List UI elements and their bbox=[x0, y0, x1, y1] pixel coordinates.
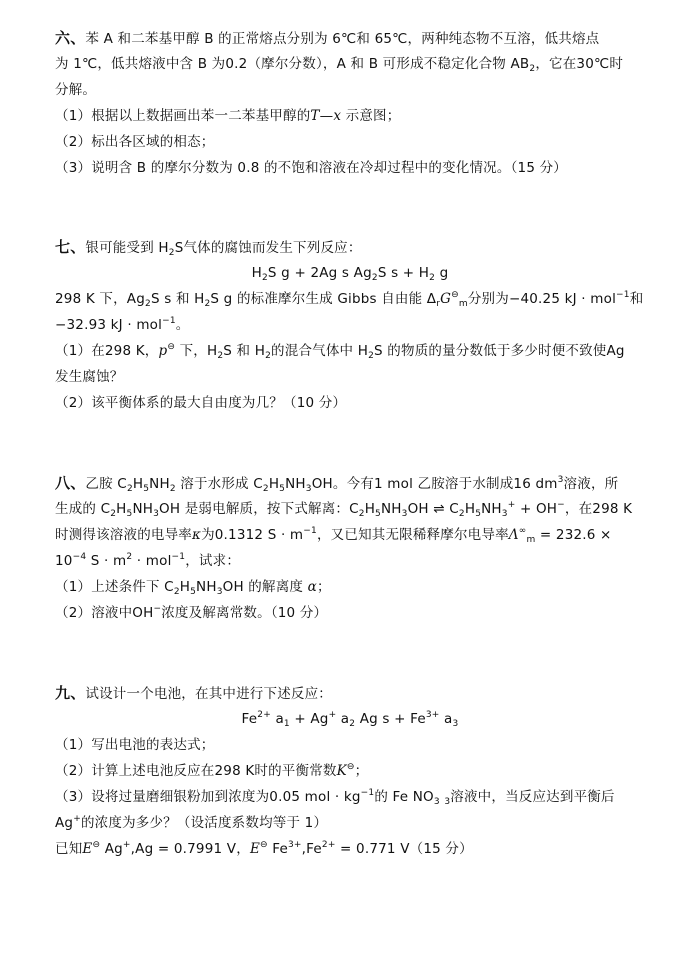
subscript: 2 bbox=[358, 509, 365, 519]
text-run: （3）说明含 B 的摩尔分数为 0.8 的不饱和溶液在冷却过程中的变化情况。（15 分） bbox=[55, 160, 568, 176]
superscript: ∞ bbox=[518, 526, 527, 536]
question-text-line bbox=[55, 315, 189, 335]
text-run: ,Fe bbox=[301, 841, 322, 857]
text-run: S g + 2Ag s Ag bbox=[267, 265, 372, 281]
text-run: 下，H bbox=[175, 343, 218, 359]
superscript: + bbox=[507, 500, 516, 510]
superscript: −1 bbox=[171, 552, 186, 562]
text-run: S s 和 H bbox=[150, 291, 205, 307]
text-run: a bbox=[439, 711, 453, 727]
question-number: 九、 bbox=[55, 684, 86, 702]
text-run: H bbox=[364, 501, 376, 517]
text-run: 的 Fe NO bbox=[374, 789, 434, 805]
question-number: 八、 bbox=[55, 474, 86, 492]
superscript: ⊖ bbox=[92, 840, 101, 850]
subscript: 3 bbox=[216, 587, 223, 597]
question-text-line bbox=[55, 367, 124, 387]
question-text-line bbox=[55, 393, 346, 413]
text-run: S · m bbox=[86, 553, 127, 569]
subscript: 2 bbox=[529, 64, 536, 74]
text-run: = 232.6 × bbox=[535, 527, 612, 543]
text-run: （2）标出各区域的相态； bbox=[55, 134, 215, 150]
superscript: 3 bbox=[557, 475, 564, 485]
superscript: ⊖ bbox=[167, 342, 176, 352]
text-run: 分别为−40.25 kJ · mol bbox=[467, 291, 617, 307]
question-text-line bbox=[55, 80, 96, 100]
math-symbol: K bbox=[336, 763, 347, 779]
text-run: OH。今有1 mol 乙胺溶于水制成16 dm bbox=[311, 476, 558, 492]
text-run: （1）根据以上数据画出苯一二苯基甲醇的 bbox=[55, 108, 311, 124]
text-run: NH bbox=[196, 579, 217, 595]
question-text-line bbox=[55, 289, 643, 309]
text-run: OH 是弱电解质，按下式解离：C bbox=[159, 501, 359, 517]
text-run: 已知 bbox=[55, 841, 83, 857]
superscript: −1 bbox=[616, 290, 630, 300]
superscript: 2 bbox=[126, 552, 133, 562]
subscript: m bbox=[526, 535, 536, 545]
text-run: S g 的标准摩尔生成 Gibbs 自由能 Δ bbox=[210, 291, 437, 307]
subscript: 2 bbox=[429, 273, 436, 283]
subscript: r bbox=[436, 299, 441, 309]
question-text-line bbox=[55, 132, 215, 152]
text-run: 浓度及解离常数。（10 分） bbox=[161, 605, 328, 621]
text-run: （2）计算上述电池反应在298 K时的平衡常数 bbox=[55, 763, 337, 779]
text-run: 为 1℃，低共熔液中含 B 为0.2（摩尔分数），A 和 B 可形成不稳定化合物 AB bbox=[55, 56, 530, 72]
question-heading bbox=[55, 683, 332, 703]
text-run: — bbox=[319, 108, 334, 124]
superscript: 2+ bbox=[257, 710, 271, 720]
text-run: 生成的 C bbox=[55, 501, 111, 517]
text-run: 溶于水形成 C bbox=[175, 476, 263, 492]
text-run: 苯 A 和二苯基甲醇 B 的正常熔点分别为 6℃和 65℃，两种纯态物不互溶，低共熔点 bbox=[85, 31, 600, 47]
question-text-line bbox=[55, 787, 615, 807]
text-run: S 和 H bbox=[223, 343, 266, 359]
text-run: OH ⇌ C bbox=[407, 501, 459, 517]
math-symbol: κ bbox=[192, 527, 202, 543]
text-run: H bbox=[179, 579, 191, 595]
superscript: −1 bbox=[303, 526, 317, 536]
equation-line bbox=[0, 709, 700, 729]
text-run: 分解。 bbox=[55, 82, 97, 98]
text-run: （2）该平衡体系的最大自由度为几？（10 分） bbox=[55, 395, 347, 411]
text-run: 的浓度为多少？（设活度系数均等于 1） bbox=[80, 815, 328, 831]
text-run: NH bbox=[149, 476, 170, 492]
subscript: 2 bbox=[145, 299, 151, 309]
question-text-line bbox=[55, 813, 327, 833]
text-run: a bbox=[270, 711, 284, 727]
superscript: −1 bbox=[162, 316, 176, 326]
text-run: S气体的腐蚀而发生下列反应： bbox=[174, 240, 362, 256]
subscript: 3 bbox=[401, 509, 408, 519]
text-run: ，它在30℃时 bbox=[535, 56, 624, 72]
question-text-line bbox=[55, 603, 327, 623]
subscript: 2 bbox=[169, 484, 176, 494]
superscript: 3+ bbox=[287, 840, 302, 850]
math-symbol: Λ bbox=[508, 527, 519, 543]
text-run: OH 的解离度 bbox=[222, 579, 308, 595]
text-run: H bbox=[464, 501, 476, 517]
question-text-line bbox=[55, 341, 625, 361]
subscript: 2 bbox=[458, 509, 465, 519]
text-run: g bbox=[435, 265, 449, 281]
subscript: 1 bbox=[283, 719, 290, 729]
math-symbol: T bbox=[310, 108, 320, 124]
subscript: 3 bbox=[153, 509, 160, 519]
text-run: 溶液，所 bbox=[563, 476, 619, 492]
subscript: 5 bbox=[375, 509, 381, 519]
subscript: 3 bbox=[444, 797, 451, 807]
text-run: ； bbox=[316, 579, 331, 595]
subscript: 5 bbox=[190, 587, 197, 597]
text-run: 的混合气体中 H bbox=[271, 343, 369, 359]
question-text-line bbox=[55, 839, 473, 859]
text-run: ； bbox=[354, 763, 369, 779]
subscript: 3 bbox=[452, 719, 459, 729]
text-run: H bbox=[116, 501, 127, 517]
question-number: 六、 bbox=[55, 29, 86, 47]
math-symbol: E bbox=[249, 841, 260, 857]
superscript: 2+ bbox=[321, 840, 336, 850]
subscript: 2 bbox=[371, 273, 378, 283]
question-text-line bbox=[55, 158, 567, 178]
question-text-line bbox=[55, 525, 612, 545]
superscript: ⊖ bbox=[451, 290, 459, 300]
subscript: 2 bbox=[126, 484, 133, 494]
subscript: 2 bbox=[349, 719, 356, 729]
subscript: 2 bbox=[217, 351, 224, 361]
text-run: H bbox=[132, 476, 144, 492]
subscript: 2 bbox=[262, 484, 269, 494]
subscript: 2 bbox=[204, 299, 211, 309]
text-run: ，试求： bbox=[185, 553, 241, 569]
text-run: a bbox=[336, 711, 350, 727]
text-run: ，在298 K bbox=[564, 501, 633, 517]
superscript: + bbox=[328, 710, 337, 720]
subscript: 2 bbox=[265, 351, 272, 361]
question-text-line bbox=[55, 551, 240, 571]
text-run: 298 K 下，Ag bbox=[55, 291, 146, 307]
question-heading bbox=[55, 28, 599, 48]
text-run: NH bbox=[132, 501, 154, 517]
text-run: −32.93 kJ · mol bbox=[55, 317, 163, 333]
text-run: S s + H bbox=[377, 265, 430, 281]
text-run: NH bbox=[285, 476, 306, 492]
text-run: = 0.771 V（15 分） bbox=[335, 841, 473, 857]
question-text-line bbox=[55, 735, 215, 755]
equation-line bbox=[0, 263, 700, 283]
math-symbol: G bbox=[440, 291, 452, 307]
superscript: − bbox=[153, 604, 162, 614]
text-run: 乙胺 C bbox=[85, 476, 127, 492]
math-symbol: p bbox=[158, 343, 168, 359]
subscript: 2 bbox=[110, 509, 117, 519]
text-run: 发生腐蚀？ bbox=[55, 369, 124, 385]
text-run: Fe bbox=[267, 841, 288, 857]
text-run: + OH bbox=[515, 501, 558, 517]
text-run: （1）在298 K， bbox=[55, 343, 159, 359]
superscript: ⊖ bbox=[260, 840, 268, 850]
superscript: −4 bbox=[72, 552, 87, 562]
superscript: 3+ bbox=[425, 710, 440, 720]
question-text-line bbox=[55, 499, 632, 519]
text-run: ，又已知其无限稀释摩尔电导率 bbox=[316, 527, 509, 543]
text-run: （2）溶液中OH bbox=[55, 605, 154, 621]
text-run: + Ag bbox=[289, 711, 329, 727]
question-text-line bbox=[55, 761, 368, 781]
subscript: 5 bbox=[279, 484, 286, 494]
math-symbol: E bbox=[82, 841, 93, 857]
text-run: NH bbox=[481, 501, 502, 517]
text-run: H bbox=[268, 476, 280, 492]
text-run: 和 bbox=[629, 291, 644, 307]
text-run: 示意图； bbox=[341, 108, 401, 124]
question-heading bbox=[55, 473, 618, 493]
question-number: 七、 bbox=[55, 238, 86, 256]
text-run: （1）写出电池的表达式； bbox=[55, 737, 215, 753]
superscript: + bbox=[73, 814, 81, 824]
text-run: NH bbox=[380, 501, 402, 517]
text-run: （1）上述条件下 C bbox=[55, 579, 174, 595]
subscript: 3 bbox=[305, 484, 312, 494]
text-run: Ag bbox=[100, 841, 123, 857]
subscript: 5 bbox=[143, 484, 150, 494]
text-run: 为0.1312 S · m bbox=[201, 527, 304, 543]
subscript: 3 bbox=[501, 509, 508, 519]
superscript: − bbox=[557, 500, 565, 510]
text-run: 时测得该溶液的电导率 bbox=[55, 527, 192, 543]
subscript: 5 bbox=[475, 509, 482, 519]
question-heading bbox=[55, 237, 362, 257]
text-run: Fe bbox=[241, 711, 258, 727]
subscript: 2 bbox=[173, 587, 180, 597]
text-run: （3）设将过量磨细银粉加到浓度为0.05 mol · kg bbox=[55, 789, 361, 805]
text-run: ,Ag = 0.7991 V， bbox=[130, 841, 250, 857]
superscript: + bbox=[122, 840, 131, 850]
subscript: 3 bbox=[433, 797, 440, 807]
superscript: ⊖ bbox=[346, 762, 355, 772]
text-run: Ag s + Fe bbox=[355, 711, 426, 727]
text-run: 10 bbox=[55, 553, 73, 569]
question-text-line bbox=[55, 577, 331, 597]
text-run: S 的物质的量分数低于多少时便不致使Ag bbox=[374, 343, 625, 359]
text-run: H bbox=[251, 265, 262, 281]
subscript: m bbox=[458, 299, 468, 309]
text-run: 银可能受到 H bbox=[85, 240, 169, 256]
text-run: 试设计一个电池，在其中进行下述反应： bbox=[85, 686, 333, 702]
subscript: 5 bbox=[126, 509, 133, 519]
math-symbol: x bbox=[333, 108, 342, 124]
text-run: Ag bbox=[55, 815, 74, 831]
text-run: · mol bbox=[132, 553, 172, 569]
question-text-line bbox=[55, 54, 623, 74]
text-run: 。 bbox=[175, 317, 190, 333]
superscript: −1 bbox=[360, 788, 375, 798]
math-symbol: α bbox=[307, 579, 317, 595]
subscript: 2 bbox=[261, 273, 268, 283]
text-run: 溶液中，当反应达到平衡后 bbox=[450, 789, 615, 805]
subscript: 2 bbox=[368, 351, 375, 361]
question-text-line bbox=[55, 106, 400, 126]
subscript: 2 bbox=[168, 248, 175, 258]
